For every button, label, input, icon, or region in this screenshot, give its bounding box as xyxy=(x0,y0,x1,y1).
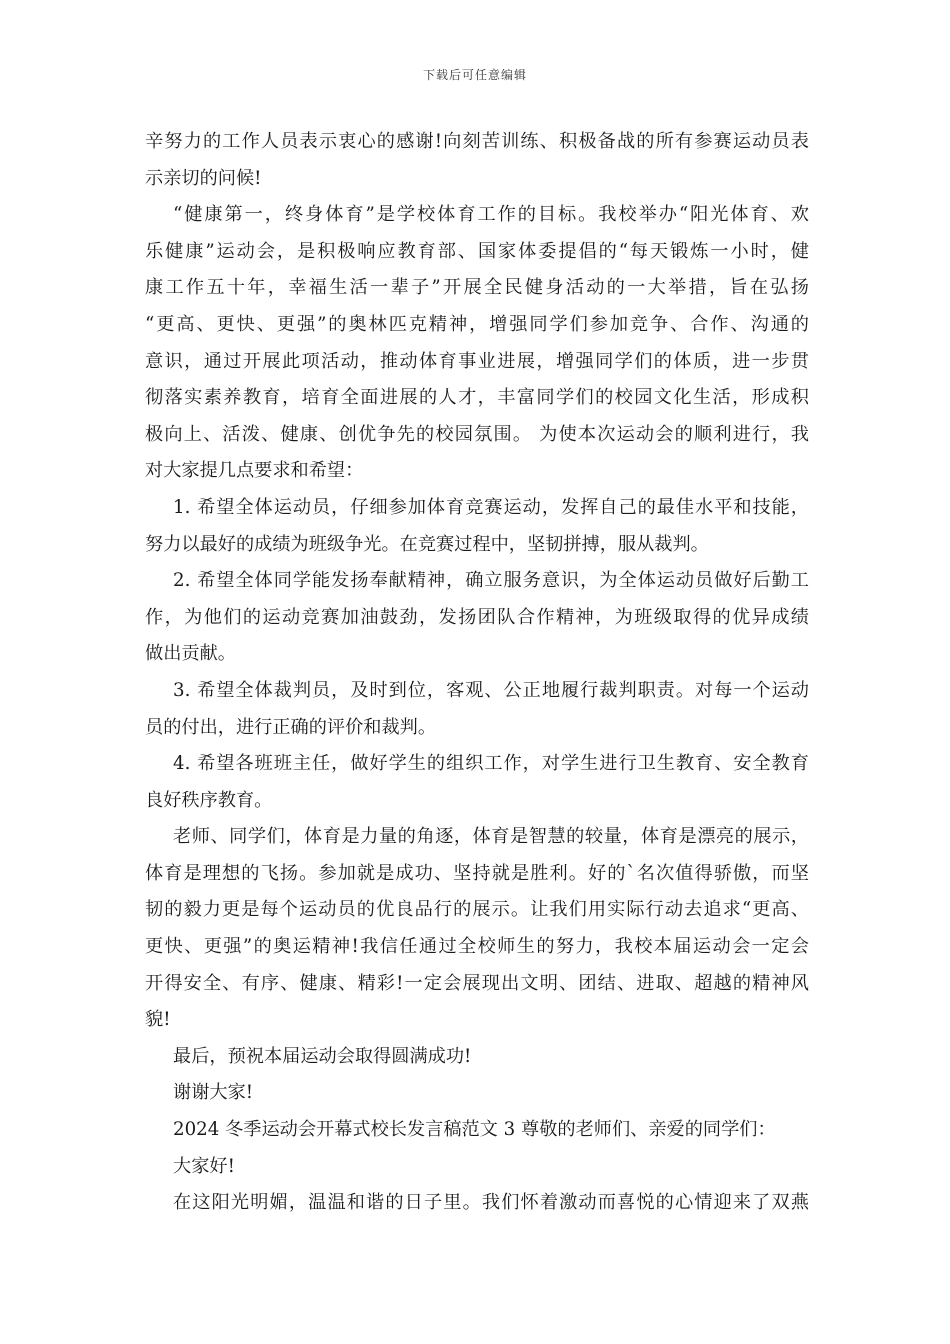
text-line: 在这阳光明媚，温温和谐的日子里。我们怀着激动而喜悦的心情迎来了双燕 xyxy=(173,1192,809,1214)
page-header: 下载后可任意编辑 xyxy=(422,68,527,82)
text-line: 最后，预祝本届运动会取得圆满成功! xyxy=(173,1045,472,1067)
text-line: 大家好! xyxy=(173,1155,235,1177)
text-line: 3. 希望全体裁判员，及时到位，客观、公正地履行裁判职责。对每一个运动 xyxy=(173,679,809,701)
text-line: 对大家提几点要求和希望： xyxy=(145,460,364,482)
text-line: 员的付出，进行正确的评价和裁判。 xyxy=(145,716,437,738)
text-line: 作，为他们的运动竞赛加油鼓劲，发扬团队合作精神，为班级取得的优异成绩 xyxy=(145,606,809,628)
text-line: 良好秩序教育。 xyxy=(145,789,273,811)
text-line: 貌! xyxy=(145,1009,171,1031)
text-line: 老师、同学们，体育是力量的角逐，体育是智慧的较量，体育是漂亮的展示， xyxy=(173,826,809,848)
text-line: 开得安全、有序、健康、精彩!一定会展现出文明、团结、进取、超越的精神风 xyxy=(145,972,809,994)
text-line: 韧的毅力更是每个运动员的优良品行的展示。让我们用实际行动去追求“更高、 xyxy=(145,899,809,921)
text-line: 辛努力的工作人员表示衷心的感谢!向刻苦训练、积极备战的所有参赛运动员表 xyxy=(145,131,809,152)
text-line: 示亲切的问候! xyxy=(145,167,262,189)
text-line: 康工作五十年，幸福生活一辈子”开展全民健身活动的一大举措，旨在弘扬 xyxy=(145,277,809,299)
text-line: 谢谢大家! xyxy=(173,1082,254,1104)
text-line: 努力以最好的成绩为班级争光。在竞赛过程中，坚韧拼搏，服从裁判。 xyxy=(145,533,709,555)
text-line: 体育是理想的飞扬。参加就是成功、坚持就是胜利。好的`名次值得骄傲，而坚 xyxy=(145,862,809,884)
text-line: 2. 希望全体同学能发扬奉献精神，确立服务意识，为全体运动员做好后勤工 xyxy=(173,570,809,592)
text-line: “更高、更快、更强”的奥林匹克精神，增强同学们参加竞争、合作、沟通的 xyxy=(145,313,809,335)
document-body xyxy=(145,124,809,1222)
text-line: 极向上、活泼、健康、创优争先的校园氛围。 为使本次运动会的顺利进行，我 xyxy=(145,423,809,445)
text-line: 更快、更强”的奥运精神!我信任通过全校师生的努力，我校本届运动会一定会 xyxy=(145,936,809,958)
text-line: 4. 希望各班班主任，做好学生的组织工作，对学生进行卫生教育、安全教育 xyxy=(173,753,809,775)
text-line: 1. 希望全体运动员，仔细参加体育竞赛运动，发挥自己的最佳水平和技能， xyxy=(173,496,809,518)
text-line: 彻落实素养教育，培育全面进展的人才，丰富同学们的校园文化生活，形成积 xyxy=(145,387,809,409)
text-line: 乐健康”运动会，是积极响应教育部、国家体委提倡的“每天锻炼一小时，健 xyxy=(145,240,809,262)
text-line: 意识，通过开展此项活动，推动体育事业进展，增强同学们的体质，进一步贯 xyxy=(145,350,809,372)
text-line: 做出贡献。 xyxy=(145,643,236,665)
text-line: “健康第一，终身体育”是学校体育工作的目标。我校举办“阳光体育、欢 xyxy=(173,204,809,226)
text-line: 2024 冬季运动会开幕式校长发言稿范文 3 尊敬的老师们、亲爱的同学们： xyxy=(173,1119,776,1141)
